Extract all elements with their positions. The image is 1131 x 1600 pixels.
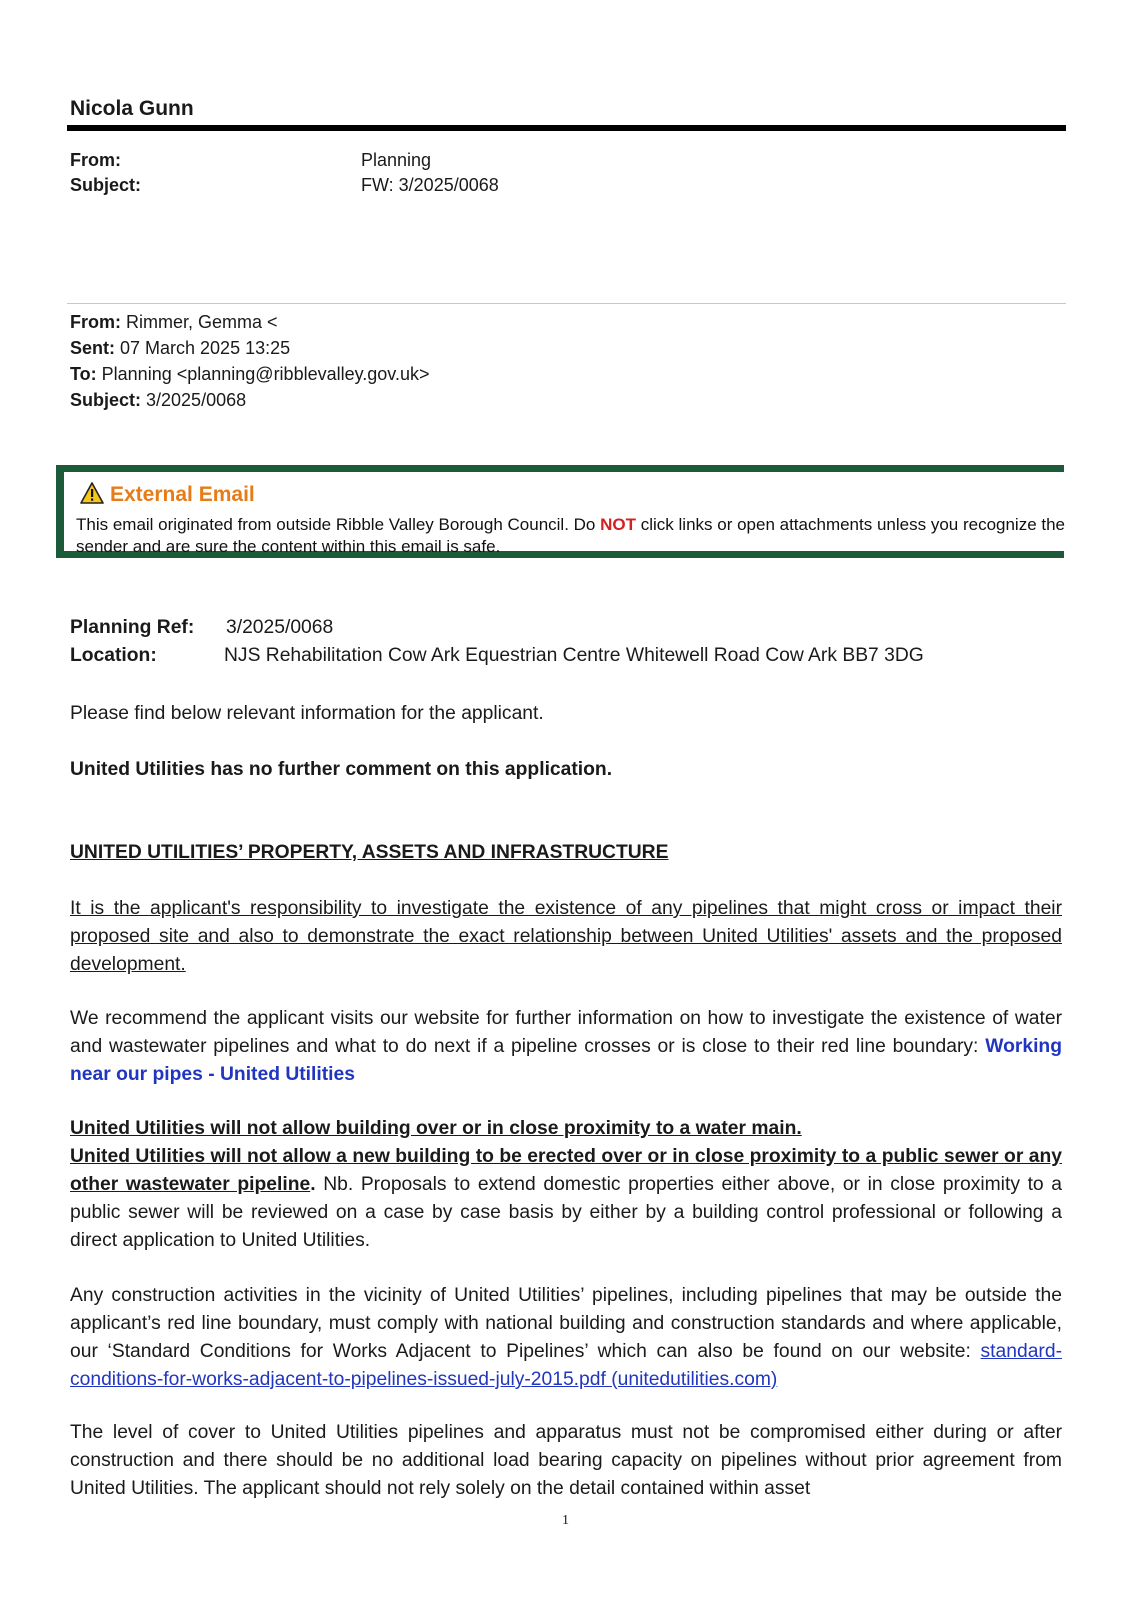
sewer-paragraph xyxy=(70,1143,1062,1255)
page-number: 1 xyxy=(562,1513,569,1528)
banner-title-text: External Email xyxy=(110,483,255,506)
sewer-statement: United Utilities will not allow a new building to be erected over or in close proximity to a public sewer or any other wastewater pipeline xyxy=(70,1146,1062,1195)
forwarded-subject xyxy=(70,390,246,411)
divider xyxy=(67,303,1066,304)
banner-title xyxy=(80,482,255,510)
sewer-note: Nb. Proposals to extend domestic properties either above, or in close proximity to a public sewer will be reviewed on a case by case basis by either by a building control professional or following a direct application to United Utilities. xyxy=(70,1174,1062,1251)
header-from-value: Planning xyxy=(361,150,432,170)
banner-body xyxy=(76,514,1066,558)
forwarded-sent-label: Sent: xyxy=(70,338,115,358)
document-owner: Nicola Gunn xyxy=(70,97,194,120)
forwarded-to-value: Planning <planning@ribblevalley.gov.uk> xyxy=(96,364,430,384)
forwarded-from-label: From: xyxy=(70,312,121,332)
section-heading: UNITED UTILITIES’ PROPERTY, ASSETS AND INFRASTRUCTURE xyxy=(70,842,669,863)
banner-body-after: click links or open attachments unless you recognize the sender and are sure the content within this email is safe. xyxy=(76,515,1066,556)
forwarded-to-label: To: xyxy=(70,364,97,384)
responsibility-paragraph: It is the applicant's responsibility to investigate the existence of any pipelines that might cross or impact their proposed site and also to demonstrate the exact relationship between United Utilities' assets and the proposed development. xyxy=(70,898,1062,975)
forwarded-from-value: Rimmer, Gemma < xyxy=(121,312,278,332)
sewer-period: . xyxy=(310,1174,316,1195)
warning-icon xyxy=(80,482,104,510)
planning-ref-value: 3/2025/0068 xyxy=(226,617,334,638)
recommend-text: We recommend the applicant visits our website for further information on how to investigate the existence of water and wastewater pipelines and what to do next if a pipeline crosses or is close to their red line boundary: xyxy=(70,1008,1062,1057)
forwarded-subject-label: Subject: xyxy=(70,390,142,410)
forwarded-subject-value: 3/2025/0068 xyxy=(141,390,247,410)
header-subject-value: FW: 3/2025/0068 xyxy=(361,175,499,195)
cover-paragraph: The level of cover to United Utilities pipelines and apparatus must not be compromised either during or after construction and there should be no additional load bearing capacity on pipelines without prior agreement from United Utilities. The applicant should not rely solely on the detail contained within asset xyxy=(70,1422,1062,1499)
location-value: NJS Rehabilitation Cow Ark Equestrian Centre Whitewell Road Cow Ark BB7 3DG xyxy=(224,645,924,666)
header-subject-label: Subject: xyxy=(70,175,142,195)
forwarded-to xyxy=(70,364,429,385)
no-comment-statement: United Utilities has no further comment on this application. xyxy=(70,759,613,780)
owner-rule xyxy=(67,125,1066,131)
forwarded-sent xyxy=(70,338,290,359)
working-near-pipes-link[interactable]: Working near our pipes - United Utilities xyxy=(70,1036,1062,1085)
banner-body-before: This email originated from outside Ribble Valley Borough Council. Do xyxy=(76,515,601,534)
forwarded-from xyxy=(70,312,278,333)
recommend-paragraph xyxy=(70,1005,1062,1089)
external-email-banner xyxy=(56,465,1064,558)
standard-conditions-link[interactable]: standard-conditions-for-works-adjacent-to-pipelines-issued-july-2015.pdf (unitedutilities.com) xyxy=(70,1341,1062,1390)
water-main-statement: United Utilities will not allow building over or in close proximity to a water main. xyxy=(70,1118,802,1139)
construction-paragraph xyxy=(70,1282,1062,1394)
banner-body-emphasis: NOT xyxy=(600,515,637,534)
construction-text: Any construction activities in the vicinity of United Utilities’ pipelines, including pipelines that may be outside the applicant’s red line boundary, must comply with national building and construction standards and where applicable, our ‘Standard Conditions for Works Adjacent to Pipelines’ which can also be found on our website: xyxy=(70,1285,1062,1362)
forwarded-sent-value: 07 March 2025 13:25 xyxy=(115,338,291,358)
header-from-label: From: xyxy=(70,150,121,170)
intro-paragraph: Please find below relevant information for the applicant. xyxy=(70,703,544,724)
planning-ref-label: Planning Ref: xyxy=(70,617,195,638)
location-label: Location: xyxy=(70,645,157,666)
